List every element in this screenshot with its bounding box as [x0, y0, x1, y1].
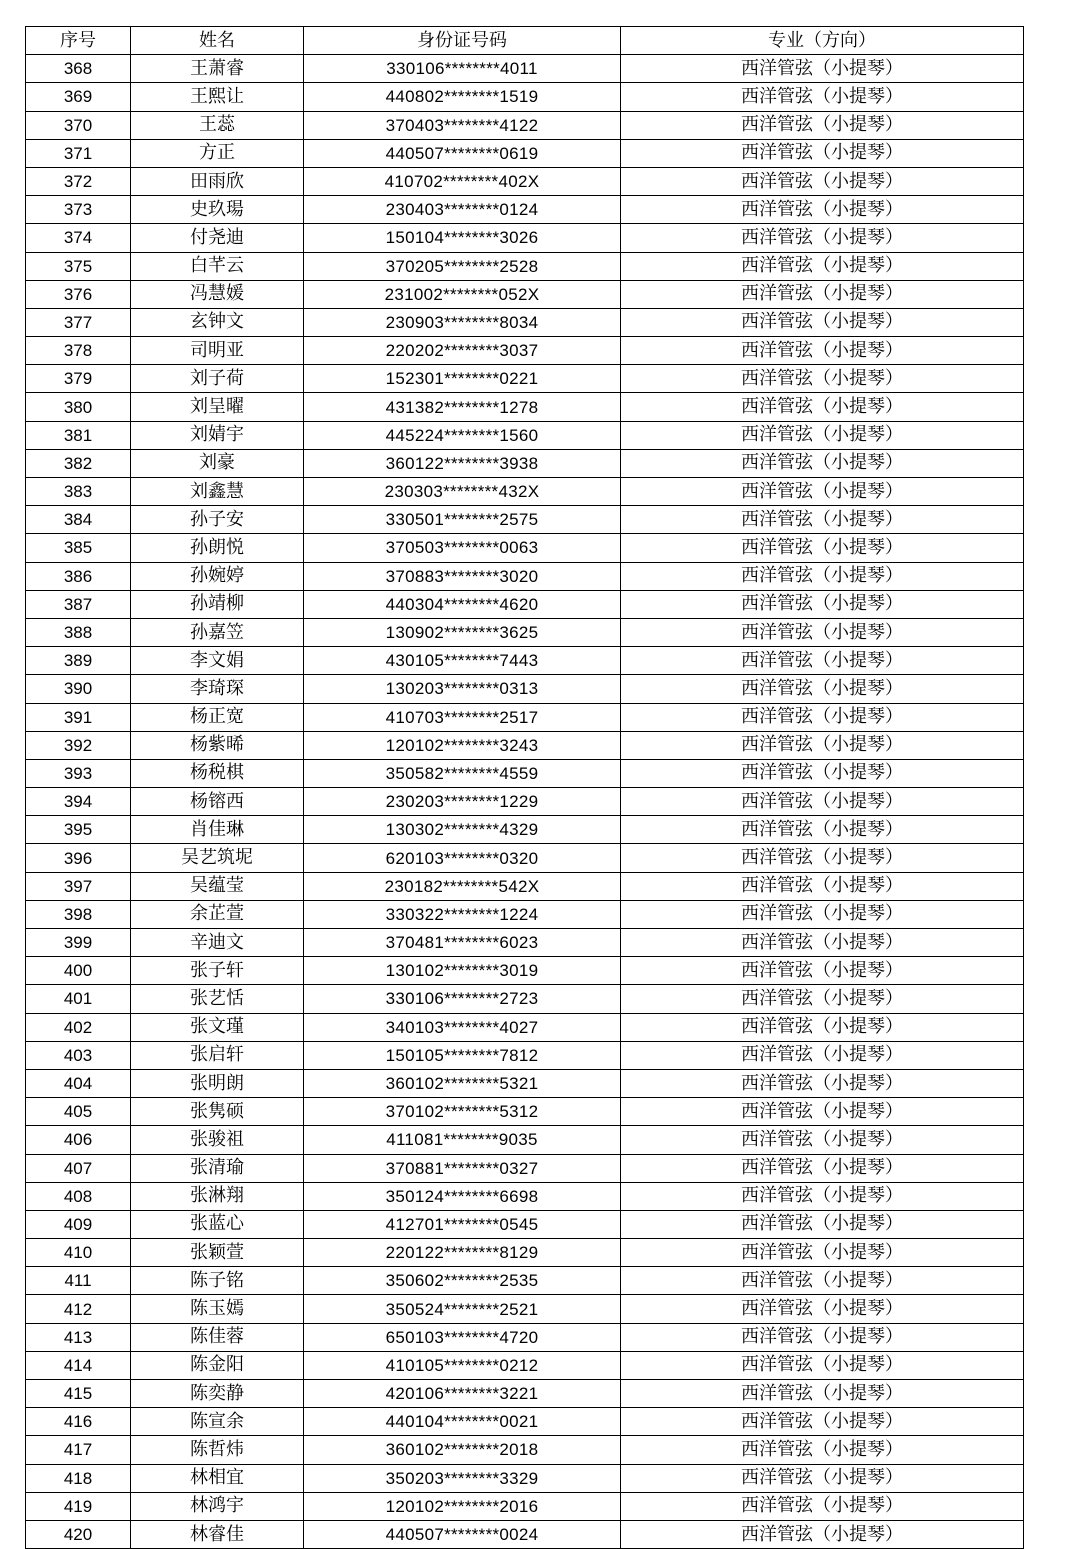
cell-major: 西洋管弦（小提琴） — [621, 788, 1024, 816]
cell-id-number: 230182********542X — [304, 872, 621, 900]
cell-major: 西洋管弦（小提琴） — [621, 1182, 1024, 1210]
cell-major: 西洋管弦（小提琴） — [621, 562, 1024, 590]
cell-number: 403 — [26, 1041, 131, 1069]
cell-major: 西洋管弦（小提琴） — [621, 1210, 1024, 1238]
table-row — [26, 872, 1024, 900]
cell-number: 416 — [26, 1408, 131, 1436]
cell-id-number: 370883********3020 — [304, 562, 621, 590]
cell-number: 384 — [26, 506, 131, 534]
cell-number: 402 — [26, 1013, 131, 1041]
cell-name: 陈奕静 — [131, 1380, 304, 1408]
cell-name: 孙嘉笠 — [131, 618, 304, 646]
cell-name: 林睿佳 — [131, 1520, 304, 1548]
table-row — [26, 647, 1024, 675]
cell-major: 西洋管弦（小提琴） — [621, 1492, 1024, 1520]
cell-name: 白芊云 — [131, 252, 304, 280]
cell-major: 西洋管弦（小提琴） — [621, 365, 1024, 393]
cell-name: 吴蕴莹 — [131, 872, 304, 900]
table-row — [26, 1069, 1024, 1097]
cell-major: 西洋管弦（小提琴） — [621, 280, 1024, 308]
cell-id-number: 360102********5321 — [304, 1069, 621, 1097]
table-row — [26, 731, 1024, 759]
header-name: 姓名 — [131, 27, 304, 55]
cell-number: 413 — [26, 1323, 131, 1351]
cell-name: 陈玉嫣 — [131, 1295, 304, 1323]
cell-name: 王蕊 — [131, 111, 304, 139]
cell-name: 陈哲炜 — [131, 1436, 304, 1464]
cell-id-number: 350602********2535 — [304, 1267, 621, 1295]
cell-id-number: 370881********0327 — [304, 1154, 621, 1182]
cell-major: 西洋管弦（小提琴） — [621, 1069, 1024, 1097]
cell-id-number: 130203********0313 — [304, 675, 621, 703]
table-row — [26, 421, 1024, 449]
cell-major: 西洋管弦（小提琴） — [621, 1239, 1024, 1267]
cell-number: 383 — [26, 478, 131, 506]
table-row — [26, 337, 1024, 365]
cell-id-number: 445224********1560 — [304, 421, 621, 449]
cell-number: 412 — [26, 1295, 131, 1323]
cell-name: 付尧迪 — [131, 224, 304, 252]
table-row — [26, 111, 1024, 139]
cell-id-number: 230303********432X — [304, 478, 621, 506]
table-row — [26, 703, 1024, 731]
table-row — [26, 900, 1024, 928]
cell-id-number: 440507********0024 — [304, 1520, 621, 1548]
table-row — [26, 1436, 1024, 1464]
cell-major: 西洋管弦（小提琴） — [621, 1464, 1024, 1492]
cell-major: 西洋管弦（小提琴） — [621, 252, 1024, 280]
cell-number: 368 — [26, 55, 131, 83]
cell-major: 西洋管弦（小提琴） — [621, 534, 1024, 562]
cell-number: 392 — [26, 731, 131, 759]
table-row — [26, 1239, 1024, 1267]
cell-id-number: 330106********2723 — [304, 985, 621, 1013]
table-row — [26, 844, 1024, 872]
cell-name: 刘豪 — [131, 449, 304, 477]
header-number: 序号 — [26, 27, 131, 55]
cell-number: 381 — [26, 421, 131, 449]
cell-name: 张子轩 — [131, 957, 304, 985]
table-row — [26, 1210, 1024, 1238]
cell-number: 389 — [26, 647, 131, 675]
cell-number: 405 — [26, 1098, 131, 1126]
cell-major: 西洋管弦（小提琴） — [621, 703, 1024, 731]
cell-number: 411 — [26, 1267, 131, 1295]
table-row — [26, 1351, 1024, 1379]
cell-name: 李文娟 — [131, 647, 304, 675]
cell-name: 王萧睿 — [131, 55, 304, 83]
cell-name: 司明亚 — [131, 337, 304, 365]
cell-number: 410 — [26, 1239, 131, 1267]
cell-number: 377 — [26, 308, 131, 336]
cell-id-number: 360122********3938 — [304, 449, 621, 477]
cell-name: 方正 — [131, 139, 304, 167]
table-row — [26, 1380, 1024, 1408]
cell-name: 张蓝心 — [131, 1210, 304, 1238]
cell-name: 孙婉婷 — [131, 562, 304, 590]
cell-name: 张骏祖 — [131, 1126, 304, 1154]
table-row — [26, 1408, 1024, 1436]
cell-id-number: 220202********3037 — [304, 337, 621, 365]
cell-name: 张启轩 — [131, 1041, 304, 1069]
table-row — [26, 449, 1024, 477]
cell-id-number: 360102********2018 — [304, 1436, 621, 1464]
cell-id-number: 230903********8034 — [304, 308, 621, 336]
table-row — [26, 1464, 1024, 1492]
cell-name: 张文瑾 — [131, 1013, 304, 1041]
cell-id-number: 150105********7812 — [304, 1041, 621, 1069]
cell-name: 冯慧媛 — [131, 280, 304, 308]
table-row — [26, 83, 1024, 111]
cell-number: 419 — [26, 1492, 131, 1520]
table-row — [26, 224, 1024, 252]
cell-number: 372 — [26, 167, 131, 195]
table-row — [26, 957, 1024, 985]
cell-id-number: 231002********052X — [304, 280, 621, 308]
cell-name: 吴艺筑坭 — [131, 844, 304, 872]
cell-id-number: 370481********6023 — [304, 929, 621, 957]
cell-name: 张颖萱 — [131, 1239, 304, 1267]
cell-name: 孙子安 — [131, 506, 304, 534]
cell-name: 陈宣余 — [131, 1408, 304, 1436]
cell-name: 林相宜 — [131, 1464, 304, 1492]
cell-name: 林鸿宇 — [131, 1492, 304, 1520]
cell-major: 西洋管弦（小提琴） — [621, 139, 1024, 167]
cell-major: 西洋管弦（小提琴） — [621, 1098, 1024, 1126]
cell-major: 西洋管弦（小提琴） — [621, 506, 1024, 534]
cell-major: 西洋管弦（小提琴） — [621, 1351, 1024, 1379]
cell-id-number: 330322********1224 — [304, 900, 621, 928]
table-row — [26, 1492, 1024, 1520]
cell-major: 西洋管弦（小提琴） — [621, 929, 1024, 957]
cell-id-number: 130302********4329 — [304, 816, 621, 844]
cell-number: 386 — [26, 562, 131, 590]
cell-major: 西洋管弦（小提琴） — [621, 167, 1024, 195]
cell-id-number: 620103********0320 — [304, 844, 621, 872]
cell-major: 西洋管弦（小提琴） — [621, 1323, 1024, 1351]
cell-number: 385 — [26, 534, 131, 562]
table-row — [26, 55, 1024, 83]
cell-id-number: 650103********4720 — [304, 1323, 621, 1351]
cell-name: 刘呈曜 — [131, 393, 304, 421]
header-major: 专业（方向） — [621, 27, 1024, 55]
cell-major: 西洋管弦（小提琴） — [621, 1436, 1024, 1464]
cell-name: 杨税棋 — [131, 759, 304, 787]
cell-number: 395 — [26, 816, 131, 844]
table-row — [26, 1182, 1024, 1210]
cell-major: 西洋管弦（小提琴） — [621, 675, 1024, 703]
cell-major: 西洋管弦（小提琴） — [621, 337, 1024, 365]
cell-major: 西洋管弦（小提琴） — [621, 844, 1024, 872]
cell-number: 376 — [26, 280, 131, 308]
cell-major: 西洋管弦（小提琴） — [621, 393, 1024, 421]
cell-name: 张淋翔 — [131, 1182, 304, 1210]
cell-name: 孙靖柳 — [131, 590, 304, 618]
cell-number: 406 — [26, 1126, 131, 1154]
cell-number: 380 — [26, 393, 131, 421]
cell-name: 肖佳琳 — [131, 816, 304, 844]
cell-name: 刘婧宇 — [131, 421, 304, 449]
cell-number: 373 — [26, 196, 131, 224]
cell-id-number: 152301********0221 — [304, 365, 621, 393]
roster-table — [25, 26, 1024, 1549]
cell-name: 陈金阳 — [131, 1351, 304, 1379]
cell-major: 西洋管弦（小提琴） — [621, 1295, 1024, 1323]
cell-number: 378 — [26, 337, 131, 365]
table-row — [26, 788, 1024, 816]
cell-major: 西洋管弦（小提琴） — [621, 1408, 1024, 1436]
cell-number: 388 — [26, 618, 131, 646]
cell-number: 401 — [26, 985, 131, 1013]
table-row — [26, 929, 1024, 957]
table-row — [26, 1323, 1024, 1351]
table-row — [26, 816, 1024, 844]
table-row — [26, 478, 1024, 506]
cell-number: 393 — [26, 759, 131, 787]
cell-major: 西洋管弦（小提琴） — [621, 1520, 1024, 1548]
cell-id-number: 370403********4122 — [304, 111, 621, 139]
table-row — [26, 618, 1024, 646]
cell-id-number: 150104********3026 — [304, 224, 621, 252]
cell-number: 387 — [26, 590, 131, 618]
cell-number: 396 — [26, 844, 131, 872]
cell-number: 397 — [26, 872, 131, 900]
table-row — [26, 252, 1024, 280]
cell-name: 王熙让 — [131, 83, 304, 111]
header-id-number: 身份证号码 — [304, 27, 621, 55]
cell-number: 375 — [26, 252, 131, 280]
cell-number: 420 — [26, 1520, 131, 1548]
cell-id-number: 440507********0619 — [304, 139, 621, 167]
table-row — [26, 308, 1024, 336]
cell-name: 余芷萱 — [131, 900, 304, 928]
table-row — [26, 393, 1024, 421]
cell-major: 西洋管弦（小提琴） — [621, 957, 1024, 985]
table-row — [26, 506, 1024, 534]
cell-name: 杨紫晞 — [131, 731, 304, 759]
table-row — [26, 562, 1024, 590]
cell-number: 404 — [26, 1069, 131, 1097]
cell-number: 391 — [26, 703, 131, 731]
cell-id-number: 410105********0212 — [304, 1351, 621, 1379]
cell-id-number: 340103********4027 — [304, 1013, 621, 1041]
cell-id-number: 350203********3329 — [304, 1464, 621, 1492]
cell-id-number: 120102********3243 — [304, 731, 621, 759]
cell-name: 张清瑜 — [131, 1154, 304, 1182]
table-row — [26, 590, 1024, 618]
cell-major: 西洋管弦（小提琴） — [621, 872, 1024, 900]
cell-major: 西洋管弦（小提琴） — [621, 1013, 1024, 1041]
cell-id-number: 130102********3019 — [304, 957, 621, 985]
cell-number: 370 — [26, 111, 131, 139]
cell-major: 西洋管弦（小提琴） — [621, 83, 1024, 111]
table-row — [26, 1126, 1024, 1154]
cell-major: 西洋管弦（小提琴） — [621, 618, 1024, 646]
cell-id-number: 431382********1278 — [304, 393, 621, 421]
cell-name: 刘鑫慧 — [131, 478, 304, 506]
table-row — [26, 1295, 1024, 1323]
cell-id-number: 410703********2517 — [304, 703, 621, 731]
table-row — [26, 280, 1024, 308]
cell-id-number: 350524********2521 — [304, 1295, 621, 1323]
cell-number: 399 — [26, 929, 131, 957]
cell-name: 陈佳蓉 — [131, 1323, 304, 1351]
cell-id-number: 370205********2528 — [304, 252, 621, 280]
cell-major: 西洋管弦（小提琴） — [621, 985, 1024, 1013]
cell-id-number: 370102********5312 — [304, 1098, 621, 1126]
cell-number: 398 — [26, 900, 131, 928]
cell-name: 李琦琛 — [131, 675, 304, 703]
cell-major: 西洋管弦（小提琴） — [621, 421, 1024, 449]
cell-number: 371 — [26, 139, 131, 167]
cell-name: 史玖瑒 — [131, 196, 304, 224]
cell-name: 辛迪文 — [131, 929, 304, 957]
cell-number: 417 — [26, 1436, 131, 1464]
cell-id-number: 220122********8129 — [304, 1239, 621, 1267]
cell-id-number: 430105********7443 — [304, 647, 621, 675]
cell-number: 407 — [26, 1154, 131, 1182]
cell-id-number: 350582********4559 — [304, 759, 621, 787]
cell-id-number: 411081********9035 — [304, 1126, 621, 1154]
table-row — [26, 1267, 1024, 1295]
table-row — [26, 759, 1024, 787]
table-row — [26, 675, 1024, 703]
cell-major: 西洋管弦（小提琴） — [621, 759, 1024, 787]
cell-id-number: 230203********1229 — [304, 788, 621, 816]
cell-id-number: 230403********0124 — [304, 196, 621, 224]
cell-major: 西洋管弦（小提琴） — [621, 55, 1024, 83]
cell-number: 379 — [26, 365, 131, 393]
table-row — [26, 365, 1024, 393]
cell-number: 408 — [26, 1182, 131, 1210]
cell-name: 陈子铭 — [131, 1267, 304, 1295]
cell-id-number: 410702********402X — [304, 167, 621, 195]
cell-major: 西洋管弦（小提琴） — [621, 1380, 1024, 1408]
cell-number: 409 — [26, 1210, 131, 1238]
cell-number: 374 — [26, 224, 131, 252]
cell-name: 玄钟文 — [131, 308, 304, 336]
cell-name: 杨正宽 — [131, 703, 304, 731]
cell-major: 西洋管弦（小提琴） — [621, 478, 1024, 506]
table-row — [26, 1520, 1024, 1548]
table-row — [26, 1041, 1024, 1069]
cell-number: 394 — [26, 788, 131, 816]
table-row — [26, 1154, 1024, 1182]
header-row — [26, 27, 1024, 55]
cell-id-number: 370503********0063 — [304, 534, 621, 562]
table-row — [26, 167, 1024, 195]
cell-number: 390 — [26, 675, 131, 703]
cell-major: 西洋管弦（小提琴） — [621, 449, 1024, 477]
cell-major: 西洋管弦（小提琴） — [621, 1154, 1024, 1182]
cell-id-number: 330106********4011 — [304, 55, 621, 83]
cell-id-number: 330501********2575 — [304, 506, 621, 534]
cell-id-number: 120102********2016 — [304, 1492, 621, 1520]
cell-major: 西洋管弦（小提琴） — [621, 590, 1024, 618]
cell-major: 西洋管弦（小提琴） — [621, 647, 1024, 675]
table-row — [26, 534, 1024, 562]
cell-number: 414 — [26, 1351, 131, 1379]
cell-major: 西洋管弦（小提琴） — [621, 1267, 1024, 1295]
cell-major: 西洋管弦（小提琴） — [621, 111, 1024, 139]
table-row — [26, 985, 1024, 1013]
cell-major: 西洋管弦（小提琴） — [621, 816, 1024, 844]
cell-name: 刘子荷 — [131, 365, 304, 393]
table-row — [26, 196, 1024, 224]
cell-id-number: 440104********0021 — [304, 1408, 621, 1436]
cell-id-number: 412701********0545 — [304, 1210, 621, 1238]
cell-number: 418 — [26, 1464, 131, 1492]
cell-major: 西洋管弦（小提琴） — [621, 1126, 1024, 1154]
cell-number: 400 — [26, 957, 131, 985]
cell-number: 369 — [26, 83, 131, 111]
cell-major: 西洋管弦（小提琴） — [621, 308, 1024, 336]
cell-id-number: 440304********4620 — [304, 590, 621, 618]
cell-name: 张艺恬 — [131, 985, 304, 1013]
cell-id-number: 350124********6698 — [304, 1182, 621, 1210]
table-row — [26, 139, 1024, 167]
cell-major: 西洋管弦（小提琴） — [621, 731, 1024, 759]
cell-major: 西洋管弦（小提琴） — [621, 1041, 1024, 1069]
cell-name: 田雨欣 — [131, 167, 304, 195]
cell-name: 张隽硕 — [131, 1098, 304, 1126]
cell-major: 西洋管弦（小提琴） — [621, 900, 1024, 928]
cell-number: 415 — [26, 1380, 131, 1408]
cell-id-number: 420106********3221 — [304, 1380, 621, 1408]
cell-id-number: 130902********3625 — [304, 618, 621, 646]
cell-id-number: 440802********1519 — [304, 83, 621, 111]
cell-name: 杨镕西 — [131, 788, 304, 816]
table-row — [26, 1098, 1024, 1126]
table-row — [26, 1013, 1024, 1041]
cell-major: 西洋管弦（小提琴） — [621, 224, 1024, 252]
table-body — [26, 55, 1024, 1549]
cell-name: 张明朗 — [131, 1069, 304, 1097]
cell-number: 382 — [26, 449, 131, 477]
cell-name: 孙朗悦 — [131, 534, 304, 562]
cell-major: 西洋管弦（小提琴） — [621, 196, 1024, 224]
